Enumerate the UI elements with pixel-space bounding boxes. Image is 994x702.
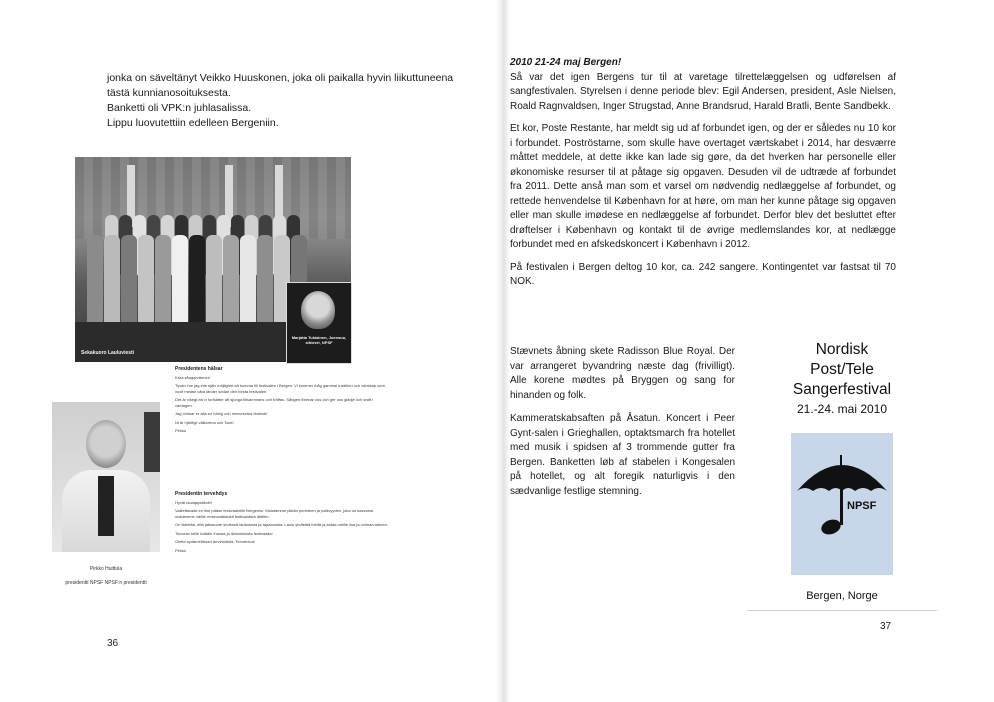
letter-greeting: Hyvät laulajaystävät! [175, 499, 212, 505]
poster-artwork [791, 433, 893, 575]
article-heading: 2010 21-24 maj Bergen! [510, 57, 622, 68]
intro-line: Banketti oli VPK:n juhlasalissa. [107, 102, 252, 114]
choir-front-row [87, 235, 307, 325]
letter-paragraph: Det är viktigt att vi fortsätter att sjunga tillsammans och träffas. Sången förenar oss och ger oss glädje och kraft i vardagen. [175, 397, 374, 408]
intro-line: Lippu luovutettiin edelleen Bergeniin. [107, 117, 279, 129]
poster-dates: 21.-24. mai 2010 [796, 402, 888, 416]
letter-paragraph: Tyvärr har jag inte själv möjlighet att komma till festivalen i Bergen. Vi kommer ihåg gammal tradition och vänskap som vuxit mellan våra länder sedan den första festivalen. [175, 383, 385, 394]
letter-swedish [175, 367, 390, 437]
page-number-left: 36 [107, 638, 119, 649]
inset-caption: Marjatta Tukiainen, Joensuu, sihteeri, NPSF [291, 335, 347, 345]
letter-finnish [175, 492, 390, 556]
article-paragraph: På festivalen i Bergen deltog 10 kor, ca. 242 sangere. Kontingentet var fastsat til 70 NOK. [510, 261, 896, 287]
book-gutter [496, 0, 510, 702]
poster-logo-letters: NPSF [847, 500, 877, 512]
intro-line: tästä kunnianosoituksesta. [107, 87, 231, 99]
inset-portrait-photo [286, 282, 352, 364]
event-description [510, 345, 735, 508]
poster-title-line: Sangerfestival [792, 381, 892, 398]
portrait-background [144, 412, 160, 472]
article-paragraph: Så var det igen Bergens tur til at varetage tilrettelæggelsen og udførelsen af sangfestivalen. Styrelsen i denne periode blev: Egil Andersen, president, Asle Nielsen, Roald Ragnvaldsen, Inger Strugstad, Anne Brandsrud, Harald Bratli, Bente Sandbekk. [510, 71, 896, 112]
page-number-right: 37 [880, 621, 892, 632]
article-paragraph: Et kor, Poste Restante, har meldt sig ud af forbundet igen, og der er således nu 10 kor i forbundet. Poströstarne, som skulle have overtaget værtskabet i 2014, har desværre måttet meddele, at dette ikke kan lade sig gøre, da det hverken har personelle eller økonomiske resurser til at påtage sig opgaven. Desuden vil de udtræde af forbundet fra 2011. Dette anså man som et varsel om nødvendig nedlæggelse af forbundet, og rettede henvendelse til København for at høre, om man her kunne påtage sig opgaven eller man skulle imødese en nedlæggelse af forbundet. Derfor blev det besluttet efter drøftelser i København og kontakt til de øvrige medlemslandes kor, at nedlægge forbundet med en afskedskoncert i København i 2012. [510, 123, 896, 250]
intro-text [107, 71, 485, 131]
president-portrait-photo [52, 402, 160, 552]
letter-paragraph: Ni är hjärtligt välkomna och Tack! [175, 419, 234, 425]
poster-footer: Bergen, Norge [806, 590, 878, 602]
letter-greeting: Kära sångarvänner! [175, 374, 211, 380]
letter-title: Presidentin tervehdys [175, 491, 228, 497]
umbrella-note-icon [791, 433, 893, 575]
letter-paragraph: Olette sydämellisesti tervetulleita, Tervetuloa! [175, 539, 255, 544]
main-article [510, 56, 896, 298]
letter-paragraph: Toivotan teille kaikille ihanaa ja ikimuistoista festivaalia! [175, 530, 273, 536]
inset-face [301, 291, 335, 329]
article-paragraph: Stævnets åbning skete Radisson Blue Royal. Der var arrangeret byvandring næste dag (frivilligt). Alle korene mødtes på Bryggen og sang for hinanden og folk. [510, 346, 735, 401]
letter-paragraph: Valitettavasti en itse pääse festivaaleille Bergeniin. Muistamme pitkän perinteen ja ystävyyden, joka on kasvanut maidemme välille ensimmäisestä festivaalista lähtien. [175, 508, 374, 519]
letter-signature: Pirkko [175, 547, 187, 553]
poster-title-line: Post/Tele [810, 361, 874, 378]
letter-signature: Pirkko [175, 428, 187, 433]
portrait-shirt [98, 476, 114, 536]
group-photo-caption: Sekakuoro Lauluviesti [81, 350, 135, 356]
letter-paragraph: On tärkeää, että jatkamme yhdessä laulamista ja tapaamista. Laulu yhdistää meitä ja antaa meille iloa ja voimaa arkeen. [175, 522, 389, 527]
letter-paragraph: Jag önskar er alla en härlig och minnesvärd festival! [175, 411, 268, 416]
portrait-caption-role: presidentti NPSF NPSF:n presidentti [65, 580, 147, 586]
portrait-caption-name: Pirkko Huittula [89, 566, 123, 572]
intro-line: jonka on säveltänyt Veikko Huuskonen, joka oli paikalla hyvin liikuttuneena [107, 72, 454, 84]
letter-title: Presidentens hälsar [175, 366, 223, 372]
festival-poster [747, 332, 937, 611]
poster-title-line: Nordisk [815, 341, 869, 358]
portrait-head [86, 420, 126, 468]
article-paragraph: Kammeratskabsaften på Åsatun. Koncert i Peer Gynt-salen i Grieghallen, optaktsmarch fra hotellet med musik i spidsen af 3 trommende gutter fra Bergen. Banketten løb af stabelen i Kongesalen på hotellet, og alt foregik naturligvis i den sædvanlige festlige stemning. [510, 413, 735, 497]
